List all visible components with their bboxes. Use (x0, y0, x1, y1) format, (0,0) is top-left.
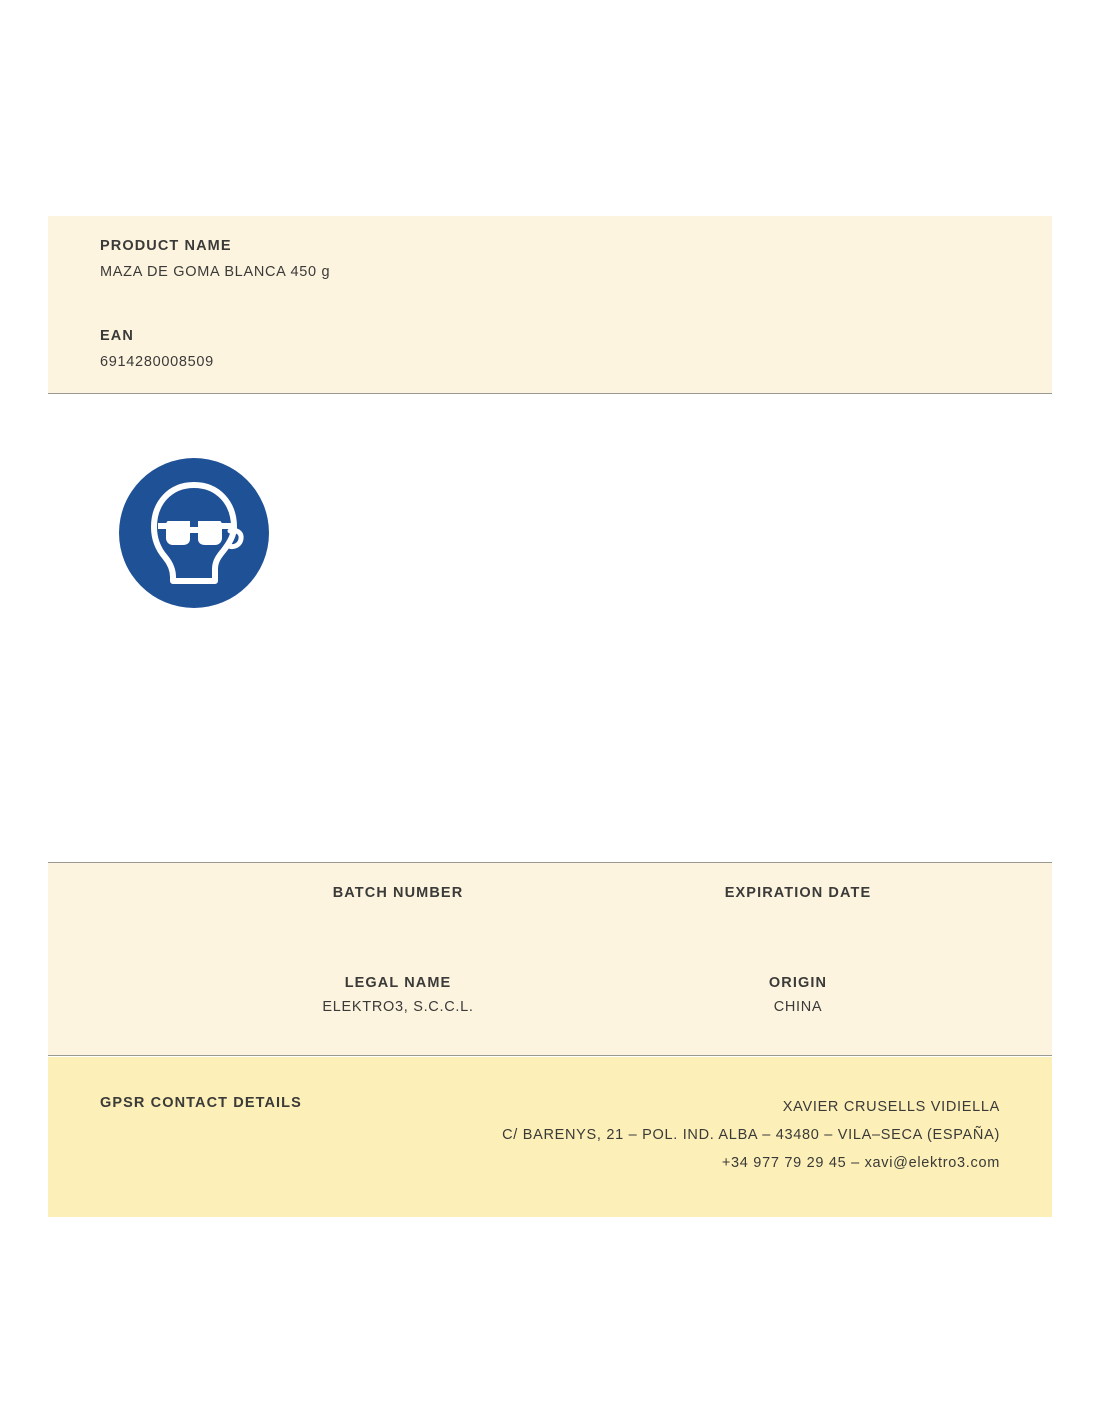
gpsr-contact-phone-email: +34 977 79 29 45 – xavi@elektro3.com (721, 1155, 1000, 1171)
gpsr-contact-address: C/ BARENYS, 21 – POL. IND. ALBA – 43480 – VILA–SECA (ESPAÑA) (502, 1127, 1000, 1143)
legal-name-value: ELEKTRO3, S.C.C.L. (322, 999, 474, 1015)
origin-cell (608, 975, 988, 1015)
product-name-value: MAZA DE GOMA BLANCA 450 g (100, 264, 331, 280)
batch-legal-block (48, 862, 1052, 1056)
ean-value: 6914280008509 (100, 354, 214, 370)
gpsr-contact-lines (300, 1093, 1000, 1177)
expiration-date-label: EXPIRATION DATE (724, 885, 872, 901)
gpsr-contact-name: XAVIER CRUSELLS VIDIELLA (782, 1099, 1000, 1115)
gpsr-contact-block (48, 1057, 1052, 1217)
origin-value: CHINA (773, 999, 823, 1015)
gpsr-contact-label: GPSR CONTACT DETAILS (100, 1095, 302, 1111)
product-info-block (48, 216, 1052, 394)
product-name-label: PRODUCT NAME (100, 238, 232, 254)
batch-number-cell (208, 885, 588, 909)
wear-eye-protection-icon (118, 457, 270, 609)
legal-name-label: LEGAL NAME (344, 975, 452, 991)
legal-name-cell (208, 975, 588, 1015)
ean-label: EAN (100, 328, 134, 344)
pictogram-area (48, 430, 1052, 830)
expiration-date-cell (608, 885, 988, 909)
origin-label: ORIGIN (768, 975, 828, 991)
batch-number-label: BATCH NUMBER (332, 885, 464, 901)
